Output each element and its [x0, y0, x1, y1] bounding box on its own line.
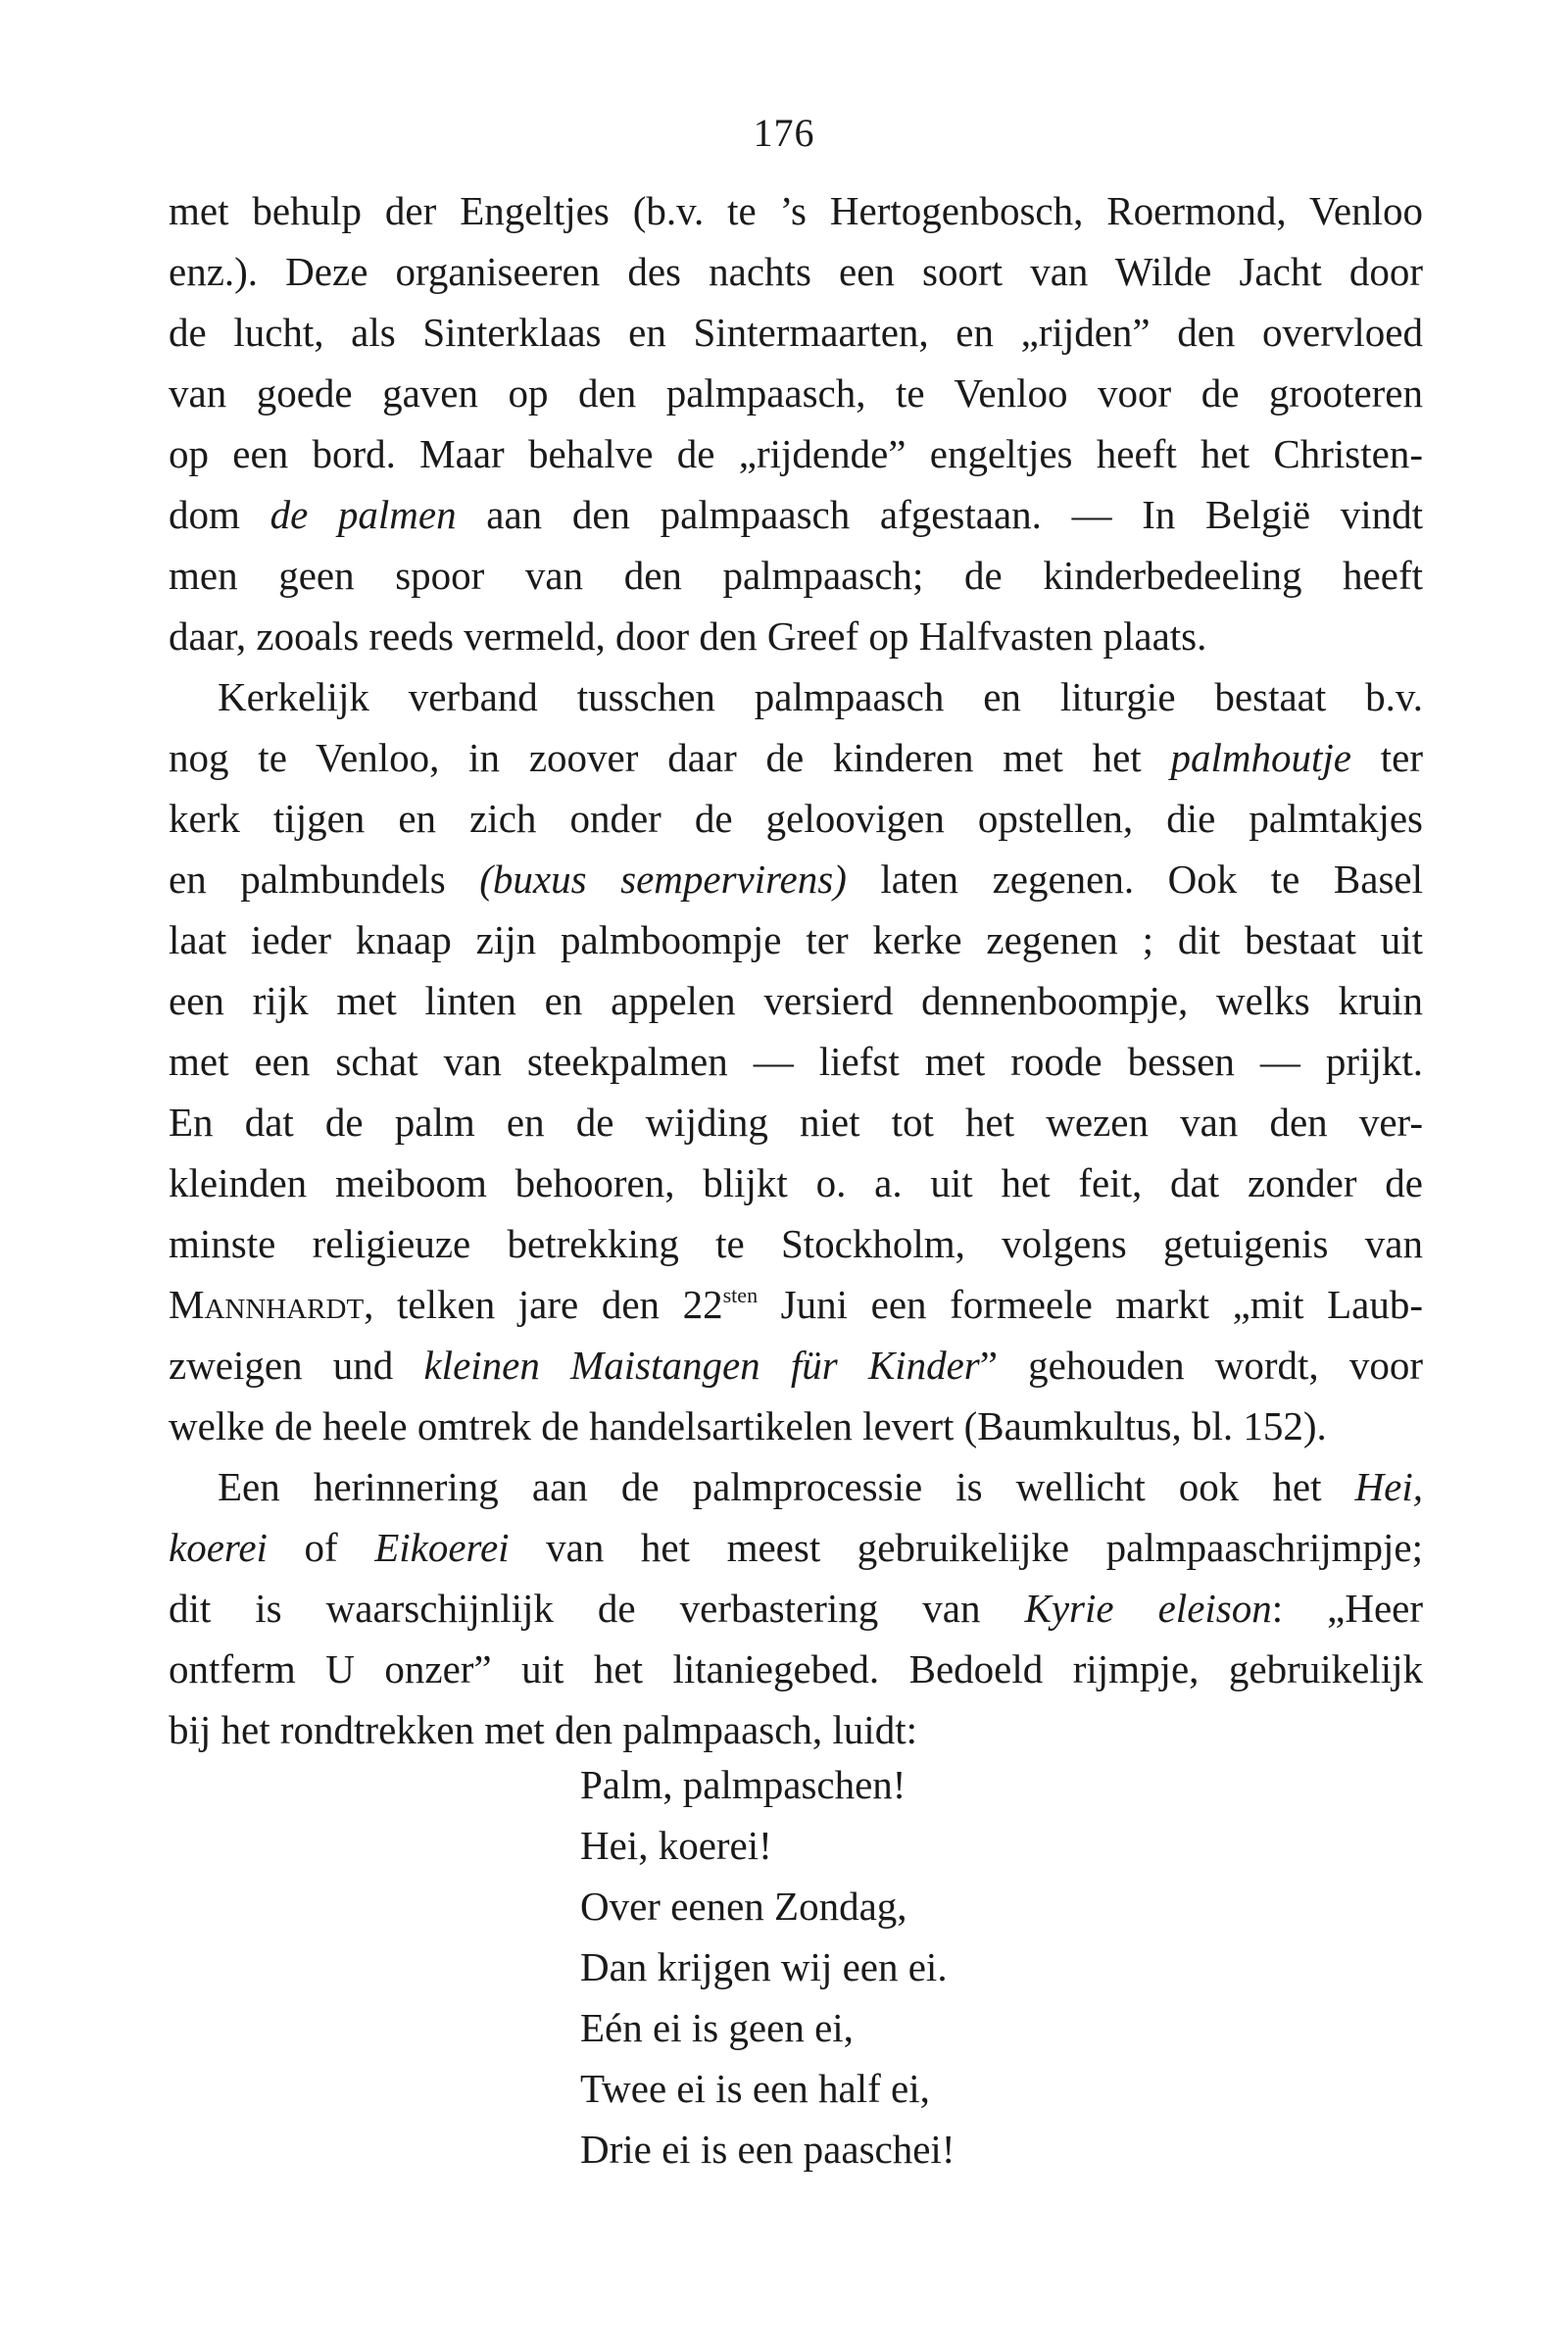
text-line: van goede gaven op den palmpaasch, te Venloo voor de grooteren [169, 370, 1423, 416]
text-line [169, 484, 1423, 545]
text-run: laten zegenen. Ook te Basel [846, 857, 1423, 902]
verse-line: Palm, palmpaschen! [580, 1762, 906, 1807]
italic-phrase: Kyrie eleison [1024, 1586, 1272, 1631]
italic-phrase: palmhoutje [1170, 735, 1351, 780]
text-line: kleinden meiboom behooren, blijkt o. a. uit het feit, dat zonder de [169, 1160, 1423, 1205]
text-line: een rijk met linten en appelen versierd dennenboompje, welks kruin [169, 978, 1423, 1023]
text-line: bij het rondtrekken met den palmpaasch, luidt: [169, 1707, 917, 1752]
italic-phrase: koerei [169, 1525, 268, 1570]
text-line: welke de heele omtrek de handelsartikelen levert (Baumkultus, bl. 152). [169, 1403, 1327, 1448]
verse-line: Drie ei is een paaschei! [580, 2127, 956, 2172]
italic-phrase: (buxus sempervirens) [479, 857, 847, 902]
text-line [169, 727, 1423, 788]
text-line: kerk tijgen en zich onder de geloovigen opstellen, die palmtakjes [169, 796, 1423, 841]
text-line: met behulp der Engeltjes (b.v. te ’s Hertogenbosch, Roermond, Venloo [169, 188, 1423, 233]
text-run: nog te Venloo, in zoover daar de kinderen met het [169, 735, 1171, 780]
text-run: en palmbundels [169, 857, 480, 902]
ordinal-superscript: sten [722, 1283, 759, 1307]
text-run: ” gehouden wordt, voor [979, 1343, 1424, 1388]
text-line [169, 1274, 1423, 1335]
text-line: men geen spoor van den palmpaasch; de kinderbedeeling heeft [169, 553, 1423, 598]
text-line: daar, zooals reeds vermeld, door den Greef op Halfvasten plaats. [169, 613, 1207, 659]
rhyme-verse [580, 1754, 1266, 2180]
italic-phrase: Hei, [1354, 1464, 1423, 1509]
text-line [169, 1335, 1423, 1396]
text-run: dom [169, 492, 270, 537]
text-line [169, 849, 1423, 909]
text-line: de lucht, als Sinterklaas en Sintermaarten, en „rijden” den overvloed [169, 310, 1423, 355]
italic-phrase: kleinen Maistangen für Kinder [423, 1343, 980, 1388]
verse-line: Twee ei is een half ei, [580, 2066, 930, 2111]
text-line: op een bord. Maar behalve de „rijdende” engeltjes heeft het Christen- [169, 431, 1423, 476]
italic-phrase: de palmen [270, 492, 457, 537]
text-line [169, 1517, 1423, 1578]
text-run: aan den palmpaasch afgestaan. — In België vindt [456, 492, 1423, 537]
text-run: , telken jare den 22 [364, 1282, 723, 1327]
text-line: minste religieuze betrekking te Stockholm, volgens getuigenis van [169, 1221, 1423, 1266]
verse-line: Over eenen Zondag, [580, 1884, 907, 1929]
text-line: met een schat van steekpalmen — liefst met roode bessen — prijkt. [169, 1039, 1423, 1084]
text-run: zweigen und [169, 1343, 424, 1388]
verse-line: Dan krijgen wij een ei. [580, 1944, 948, 1989]
verse-line: Eén ei is geen ei, [580, 2005, 854, 2050]
text-line: laat ieder knaap zijn palmboompje ter kerke zegenen ; dit bestaat uit [169, 917, 1423, 962]
text-run: dit is waarschijnlijk de verbastering van [169, 1586, 1025, 1631]
text-line: enz.). Deze organiseeren des nachts een soort van Wilde Jacht door [169, 249, 1423, 294]
text-run: van het meest gebruikelijke palmpaaschrijmpje; [509, 1525, 1423, 1570]
text-line: ontferm U onzer” uit het litaniegebed. Bedoeld rijmpje, gebruikelijk [169, 1646, 1423, 1691]
author-name: Mannhardt [169, 1282, 365, 1327]
paragraph-start [169, 1456, 1423, 1517]
text-run: Juni een formeele markt „mit Laub- [758, 1282, 1423, 1327]
verse-line: Hei, koerei! [580, 1823, 772, 1868]
text-run: : „Heer [1271, 1586, 1423, 1631]
body-text [169, 180, 1423, 1760]
paragraph-start: Kerkelijk verband tusschen palmpaasch en liturgie bestaat b.v. [218, 674, 1423, 719]
text-run: Een herinnering aan de palmprocessie is wellicht ook het [218, 1464, 1355, 1509]
text-line: En dat de palm en de wijding niet tot het wezen van den ver- [169, 1100, 1423, 1145]
text-line [169, 1578, 1423, 1639]
page-number: 176 [753, 111, 815, 155]
text-run: ter [1350, 735, 1423, 780]
italic-phrase: Eikoerei [374, 1525, 510, 1570]
text-run: of [267, 1525, 375, 1570]
